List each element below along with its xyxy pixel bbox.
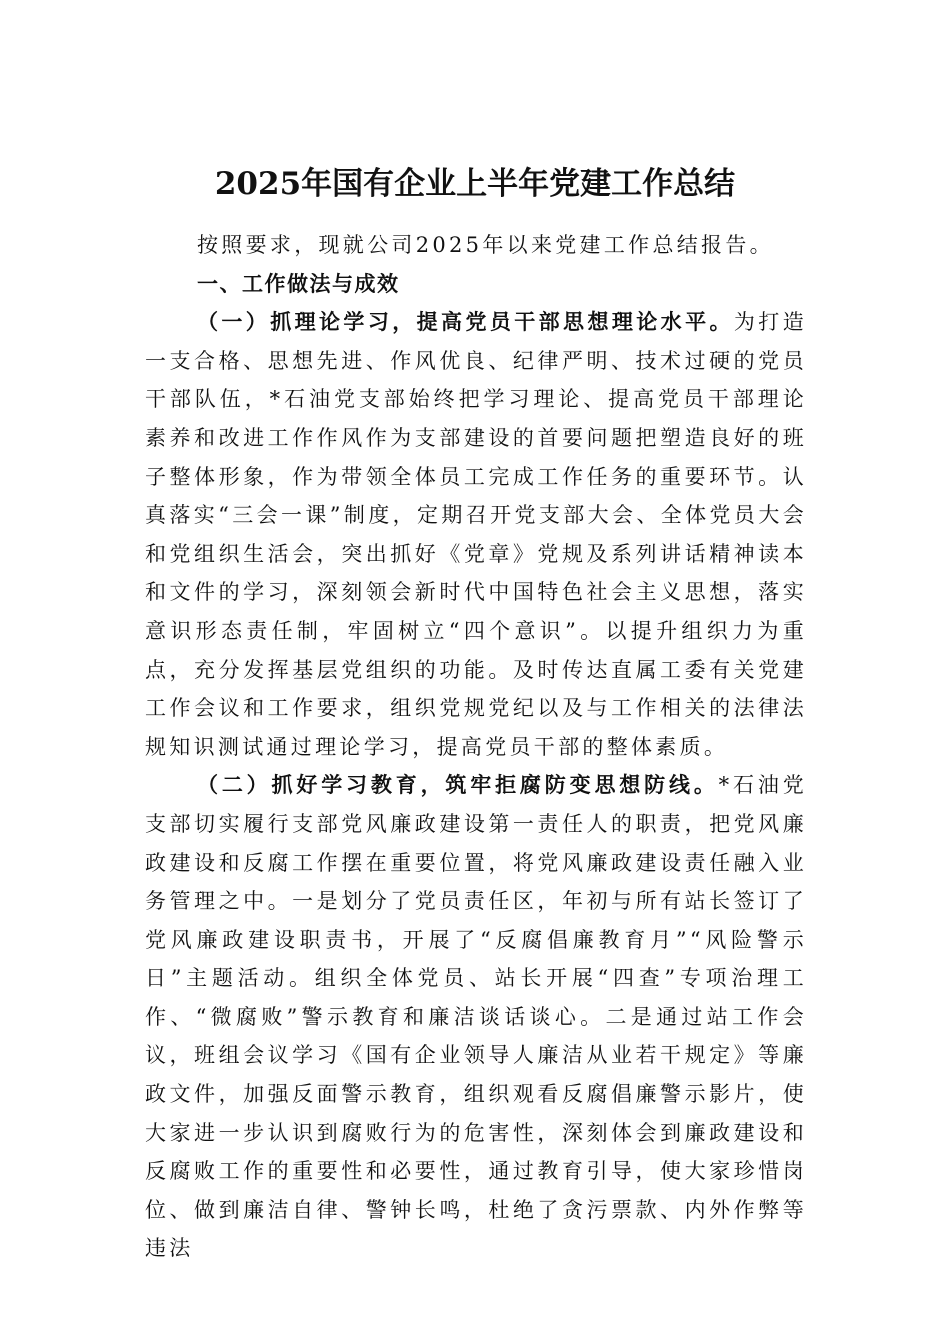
document-body xyxy=(145,226,807,1268)
paragraph-anticorruption-education xyxy=(145,766,807,1268)
document-title: 2025年国有企业上半年党建工作总结 xyxy=(214,166,736,202)
section-heading: 一、工作做法与成效 xyxy=(197,271,400,296)
paragraph-text: *石油党支部切实履行支部党风廉政建设第一责任人的职责，把党风廉政建设和反腐工作摆在重要位置，将党风廉政建设责任融入业务管理之中。一是划分了党员责任区，年初与所有站长签订了党风廉政建设职责书，开展了“反腐倡廉教育月”“风险警示日”主题活动。组织全体党员、站长开展“四查”专项治理工作、“微腐败”警示教育和廉洁谈话谈心。二是通过站工作会议，班组会议学习《国有企业领导人廉洁从业若干规定》等廉政文件，加强反面警示教育，组织观看反腐倡廉警示影片，使大家进一步认识到腐败行为的危害性，深刻体会到廉政建设和反腐败工作的重要性和必要性，通过教育引导，使大家珍惜岗位、做到廉洁自律、警钟长鸣，杜绝了贪污票款、内外作弊等违法 xyxy=(145,773,807,1261)
intro-paragraph: 按照要求，现就公司2025年以来党建工作总结报告。 xyxy=(197,233,774,257)
paragraph-heading: （一）抓理论学习，提高党员干部思想理论水平。 xyxy=(197,309,734,335)
paragraph-heading: （二）抓好学习教育，筑牢拒腐防变思想防线。 xyxy=(197,772,719,798)
paragraph-text: 为打造一支合格、思想先进、作风优良、纪律严明、技术过硬的党员干部队伍，*石油党支部始终把学习理论、提高党员干部理论素养和改进工作作风作为支部建设的首要问题把塑造良好的班子整体形象，作为带领全体员工完成工作任务的重要环节。认真落实“三会一课”制度，定期召开党支部大会、全体党员大会和党组织生活会，突出抓好《党章》党规及系列讲话精神读本和文件的学习，深刻领会新时代中国特色社会主义思想，落实意识形态责任制，牢固树立“四个意识”。以提升组织力为重点，充分发挥基层党组织的功能。及时传达直属工委有关党建工作会议和工作要求，组织党规党纪以及与工作相关的法律法规知识测试通过理论学习，提高党员干部的整体素质。 xyxy=(145,310,807,759)
paragraph-theory-study xyxy=(145,303,807,766)
